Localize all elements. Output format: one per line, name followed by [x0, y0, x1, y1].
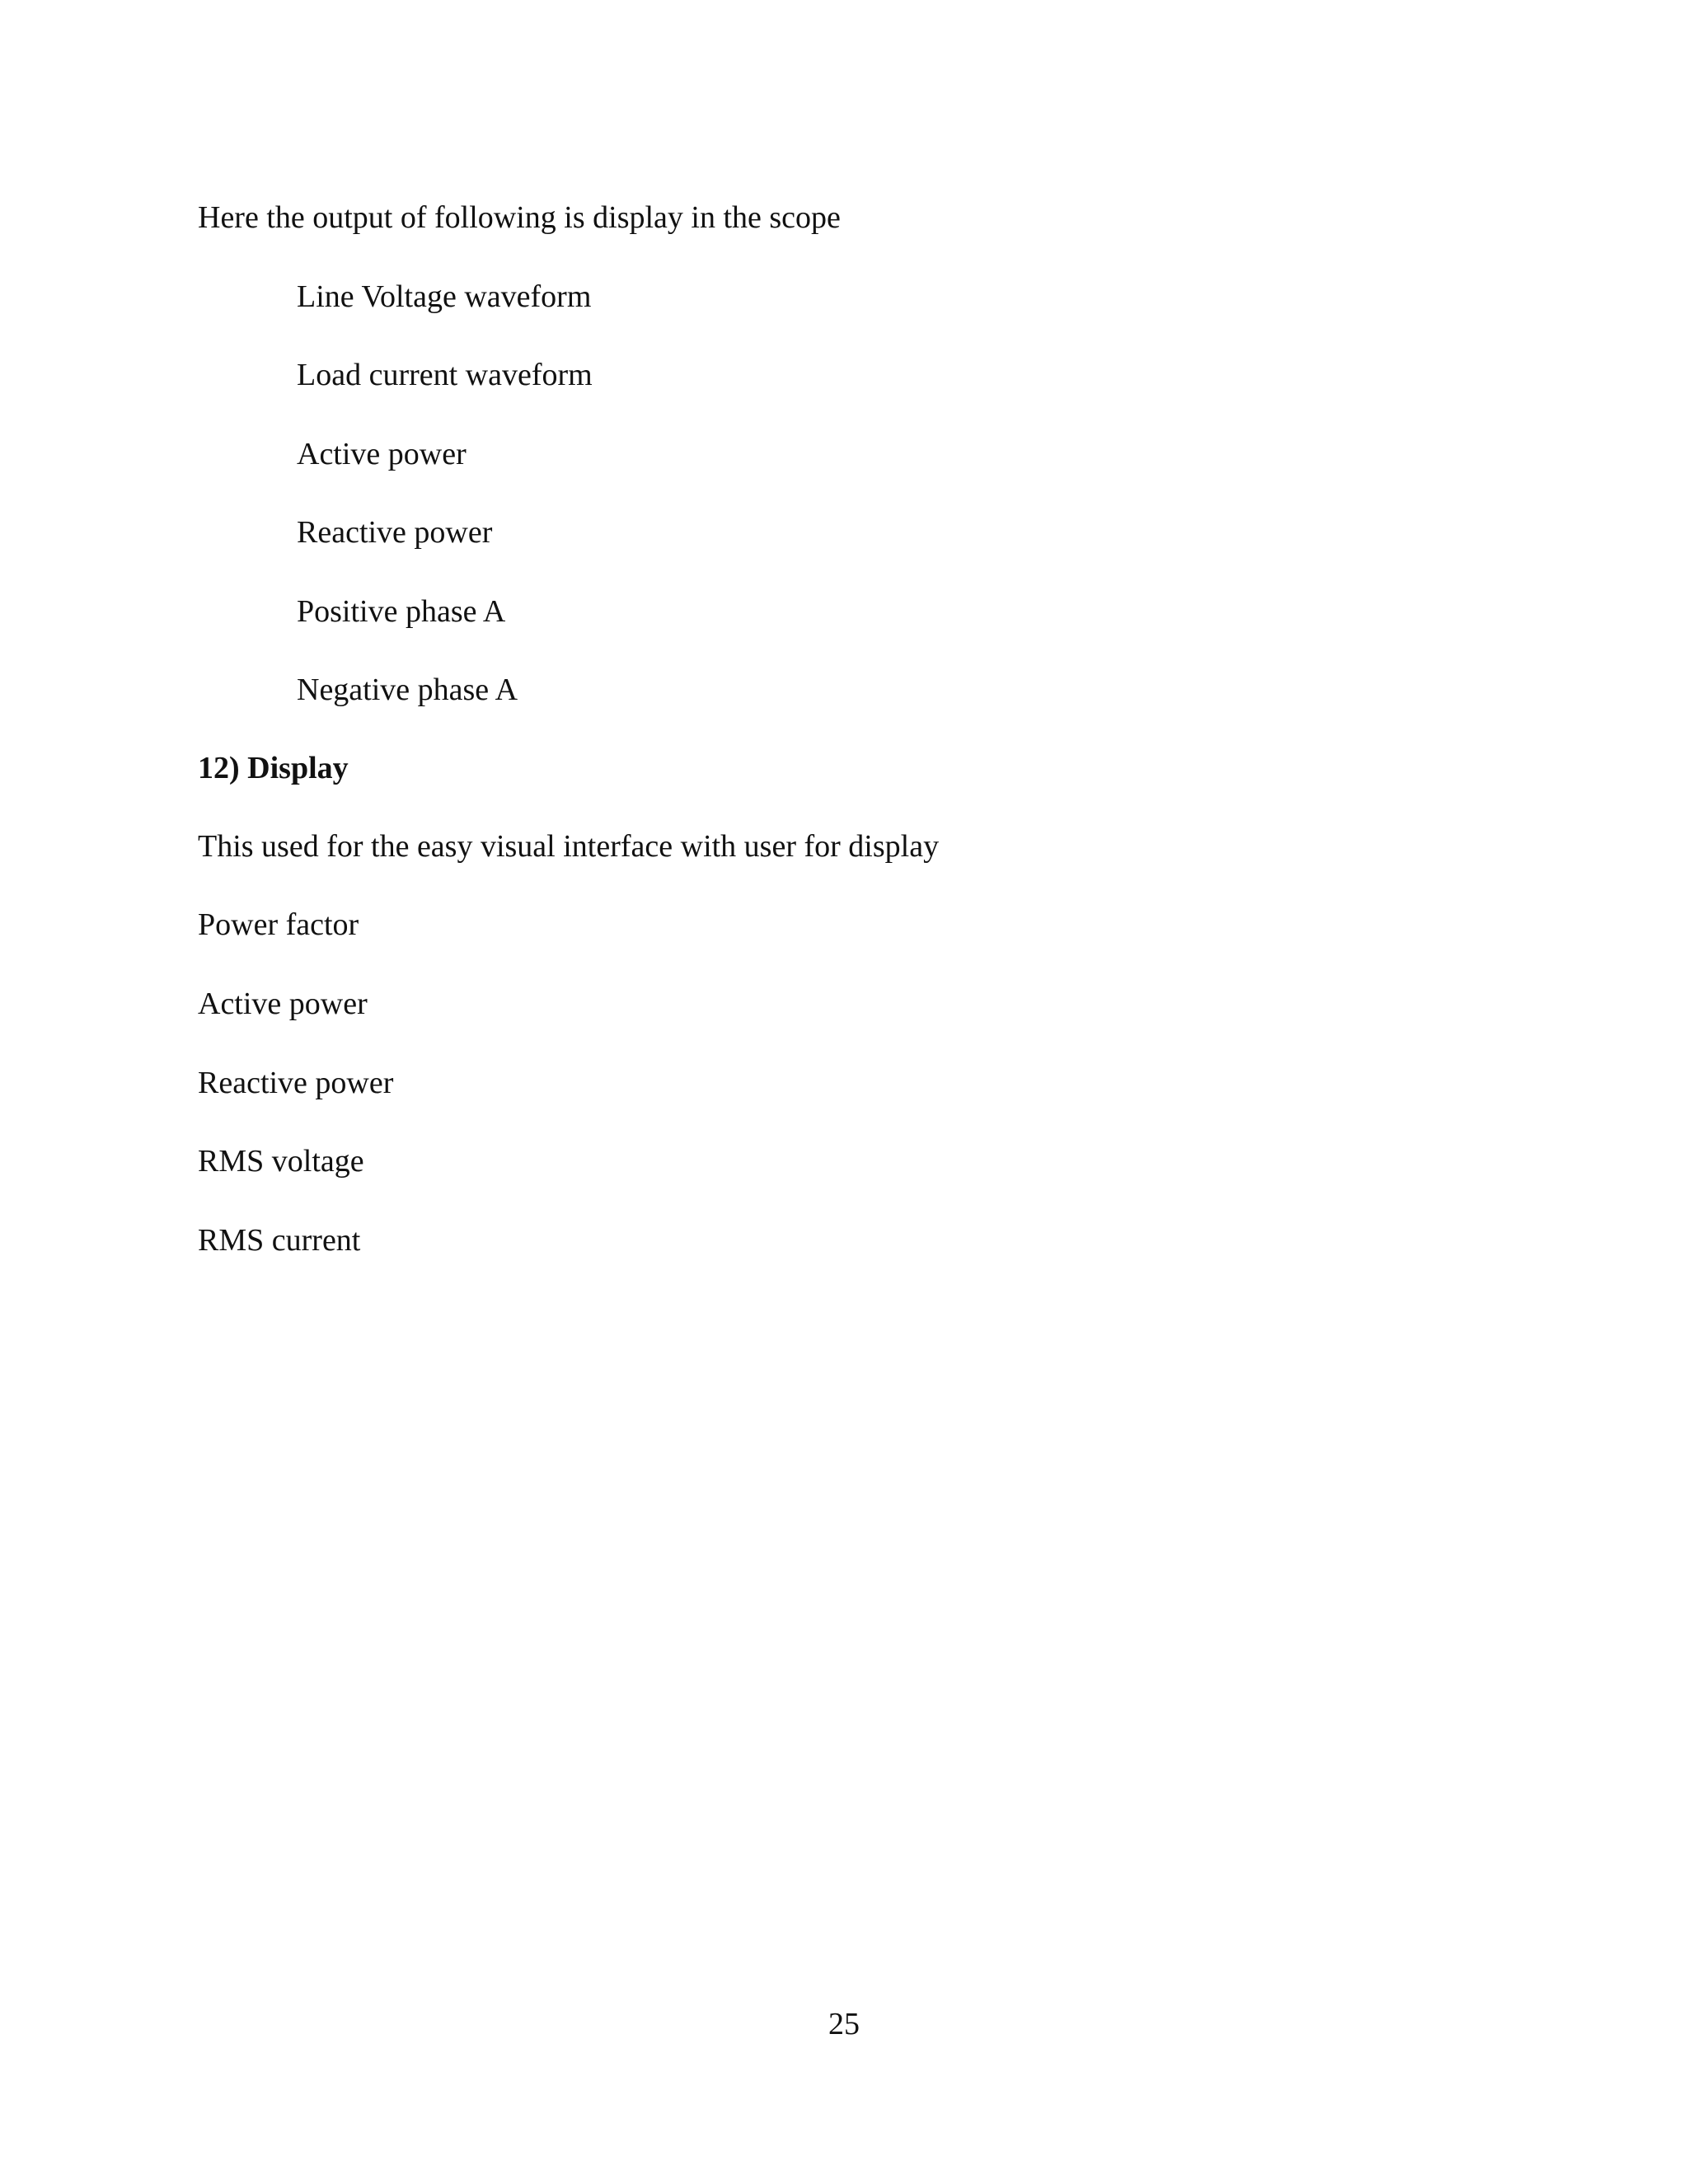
display-item: Reactive power	[198, 1066, 394, 1100]
scope-output-item: Load current waveform	[297, 358, 593, 392]
scope-output-item: Positive phase A	[297, 594, 506, 629]
scope-output-item: Negative phase A	[297, 673, 518, 707]
page-number: 25	[828, 2007, 860, 2041]
intro-paragraph: Here the output of following is display in the scope	[198, 200, 841, 235]
display-item: RMS voltage	[198, 1144, 364, 1179]
scope-output-item: Active power	[297, 437, 467, 471]
section-heading: 12) Display	[198, 751, 349, 785]
scope-output-item: Line Voltage waveform	[297, 279, 592, 314]
display-item: Active power	[198, 987, 368, 1021]
scope-output-item: Reactive power	[297, 515, 493, 550]
display-item: RMS current	[198, 1223, 361, 1258]
display-item: Power factor	[198, 907, 359, 942]
section-paragraph: This used for the easy visual interface with user for display	[198, 829, 940, 864]
